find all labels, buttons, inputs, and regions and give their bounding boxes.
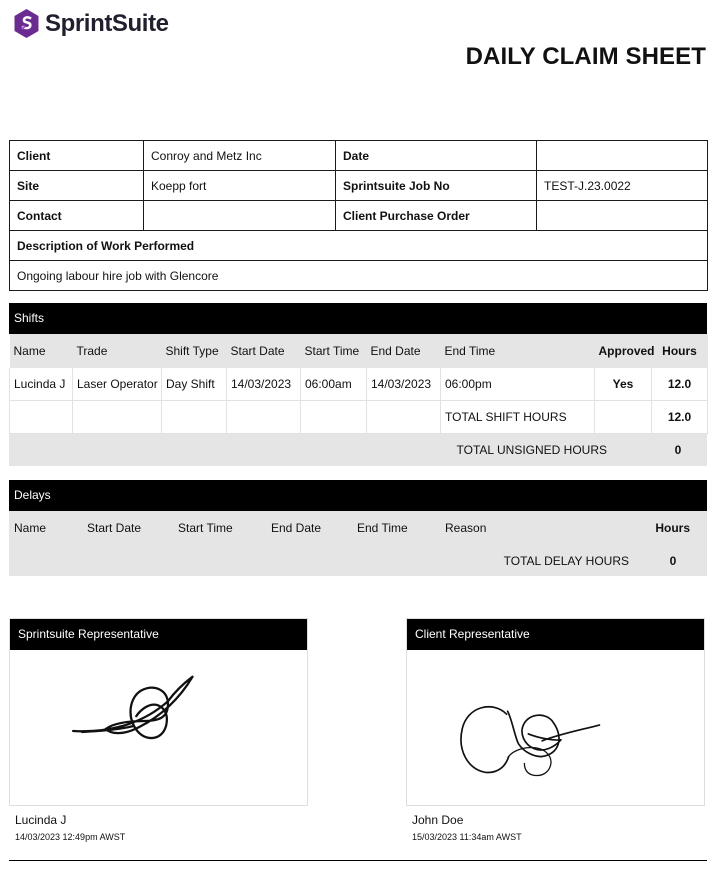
client-purchase-order-value [537,201,708,231]
delay-end-date-header: End Date [271,521,322,535]
total-shift-hours-row [10,401,708,434]
client-representative-header: Client Representative [407,619,704,650]
date-label: Date [336,141,537,171]
shifts-header: Shifts [9,303,707,334]
shift-type-cell: Day Shift [162,368,227,401]
logo-wordmark: SprintSuite [45,9,169,37]
table-row [10,368,708,401]
total-delay-hours-row [9,545,707,576]
total-shift-hours-label: TOTAL SHIFT HOURS [441,401,595,434]
shift-hours-cell: 12.0 [652,368,708,401]
shift-name-cell: Lucinda J [10,368,73,401]
total-delay-hours-value: 0 [669,553,677,568]
shifts-header-row [10,334,708,368]
shift-end-time-header: End Time [441,334,595,368]
client-signed-at: 15/03/2023 11:34am AWST [412,832,522,842]
empty-cell [10,401,73,434]
shift-name-header: Name [10,334,73,368]
client-signer-name: John Doe [412,813,464,827]
shift-start-time-header: Start Time [301,334,367,368]
empty-cell [73,401,162,434]
shift-type-header: Shift Type [162,334,227,368]
delay-reason-header: Reason [445,521,487,535]
shift-hours-header: Hours [652,334,708,368]
job-number-value: TEST-J.23.0022 [537,171,708,201]
contact-value [144,201,336,231]
delay-start-date-header: Start Date [87,521,142,535]
client-purchase-order-label: Client Purchase Order [336,201,537,231]
total-unsigned-hours-label: TOTAL UNSIGNED HOURS [456,443,607,457]
total-unsigned-hours-row [9,434,707,466]
description-label-row [10,231,708,261]
description-value: Ongoing labour hire job with Glencore [10,261,708,291]
delay-end-time-header: End Time [357,521,408,535]
shift-start-date-cell: 14/03/2023 [227,368,301,401]
total-shift-hours-value: 12.0 [652,401,708,434]
shifts-section [9,303,707,466]
delay-name-header: Name [14,521,47,535]
shift-approved-cell: Yes [595,368,652,401]
shift-approved-header: Approved [595,334,652,368]
description-value-row [10,261,708,291]
client-row [10,141,708,171]
claim-details-table [9,140,708,291]
job-number-label: Sprintsuite Job No [336,171,537,201]
shift-end-date-header: End Date [367,334,441,368]
empty-cell [227,401,301,434]
client-signature-box [406,618,705,806]
sprintsuite-logo-icon [12,8,41,39]
sprintsuite-signed-at: 14/03/2023 12:49pm AWST [15,832,126,842]
shift-end-date-cell: 14/03/2023 [367,368,441,401]
empty-cell [367,401,441,434]
shift-trade-header: Trade [73,334,162,368]
empty-cell [301,401,367,434]
sprintsuite-signature-image [10,650,307,805]
delays-header: Delays [9,480,707,511]
delays-header-row [9,511,707,545]
bottom-divider [9,860,707,861]
empty-cell [595,401,652,434]
site-label: Site [10,171,144,201]
company-logo [12,8,169,39]
shift-trade-cell: Laser Operator [73,368,162,401]
total-unsigned-hours-value: 0 [674,443,682,457]
site-value: Koepp fort [144,171,336,201]
sprintsuite-signature-box [9,618,308,806]
sprintsuite-signer-name: Lucinda J [15,813,67,827]
client-signature-area [407,650,704,805]
total-delay-hours-label: TOTAL DELAY HOURS [503,553,629,568]
shift-end-time-cell: 06:00pm [441,368,595,401]
shifts-table [9,334,708,434]
delays-section [9,480,707,576]
client-value: Conroy and Metz Inc [144,141,336,171]
site-row [10,171,708,201]
shift-start-date-header: Start Date [227,334,301,368]
date-value [537,141,708,171]
shift-start-time-cell: 06:00am [301,368,367,401]
description-label: Description of Work Performed [10,231,708,261]
delay-start-time-header: Start Time [178,521,233,535]
delay-hours-header: Hours [655,521,690,535]
contact-label: Contact [10,201,144,231]
page-title: DAILY CLAIM SHEET [465,43,706,70]
sprintsuite-signature-area [10,650,307,805]
sprintsuite-representative-header: Sprintsuite Representative [10,619,307,650]
empty-cell [162,401,227,434]
contact-row [10,201,708,231]
client-label: Client [10,141,144,171]
client-signature-image [407,650,704,805]
